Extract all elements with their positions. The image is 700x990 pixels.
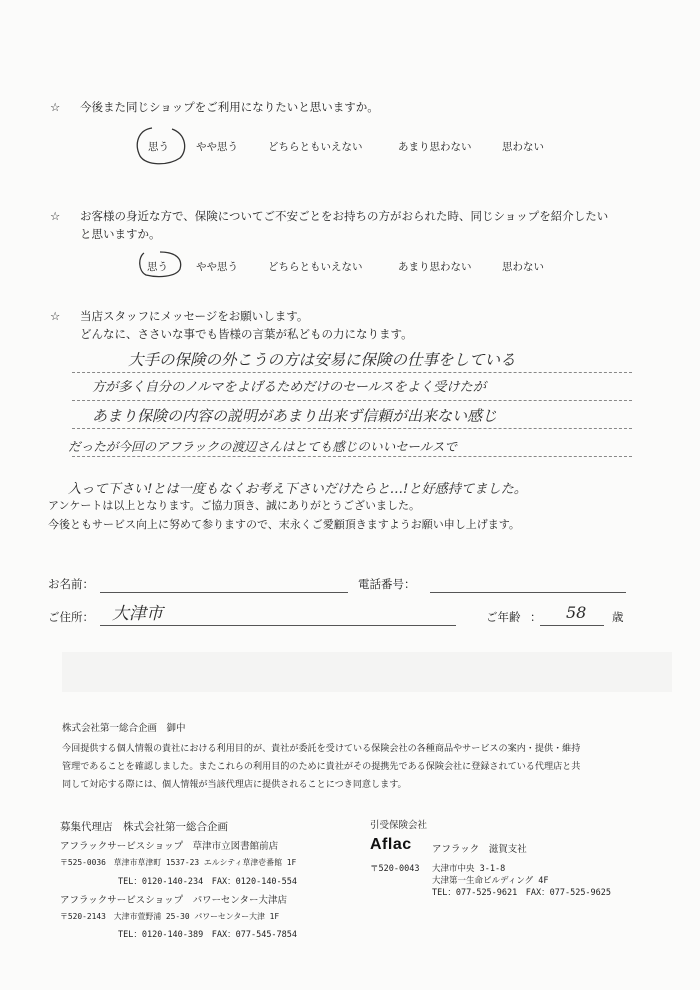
notice-line-1: 今回提供する個人情報の貴社における利用目的が、貴社が委託を受けている保険会社の各種商品やサービスの案内・提供・維持 [62, 744, 581, 754]
question-1-text: 今後また同じショップをご利用になりたいと思いますか。 [80, 100, 379, 114]
address-label: ご住所： [48, 610, 94, 624]
shop2-name: アフラックサービスショップ パワーセンター大津店 [60, 895, 288, 906]
q1-option-4[interactable]: あまり思わない [398, 141, 472, 153]
insurer-title: 引受保険会社 [370, 820, 428, 831]
insurer-address-2: 大津第一生命ビルディング 4F [432, 876, 549, 886]
q2-option-3[interactable]: どちらともいえない [268, 261, 363, 273]
question-3-text-line2: どんなに、ささいな事でも皆様の言葉が私どもの力になります。 [80, 327, 413, 341]
notice-line-3: 同して対応する際には、個人情報が当該代理店に提供されることにつき同意します。 [62, 780, 407, 790]
name-label: お名前： [48, 577, 94, 591]
insurer-address-1: 大津市中央 3-1-8 [432, 864, 506, 874]
name-field[interactable] [100, 592, 348, 593]
age-field[interactable] [540, 625, 604, 626]
q2-option-4[interactable]: あまり思わない [398, 261, 472, 273]
phone-label: 電話番号： [358, 577, 416, 591]
message-line-4: だったが今回のアフラックの渡辺さんはとても感じのいいセールスで [68, 439, 458, 454]
star-bullet: ☆ [50, 209, 61, 223]
age-unit: 歳 [612, 610, 624, 624]
shop1-tel: TEL：0120-140-234 FAX：0120-140-554 [118, 877, 298, 887]
q1-option-5[interactable]: 思わない [502, 141, 544, 153]
question-1 [50, 99, 379, 115]
q2-option-1[interactable]: 思う [147, 261, 168, 273]
blank-area [62, 652, 672, 692]
insurer-zip: 〒520-0043 [370, 864, 420, 874]
q2-selection-circle [136, 249, 184, 279]
question-3 [50, 308, 308, 324]
shop1-address: 〒525-0036 草津市草津町 1537-23 エルシティ草津壱番館 1F [60, 858, 297, 867]
closing-line-2: 今後ともサービス向上に努めて参りますので、末永くご愛顧頂きますようお願い申し上げます。 [48, 518, 520, 531]
message-line-1: 大手の保険の外こうの方は安易に保険の仕事をしている [128, 351, 516, 369]
age-colon: ： [530, 610, 542, 624]
shop2-tel: TEL：0120-140-389 FAX：077-545-7854 [118, 930, 298, 940]
q1-option-2[interactable]: やや思う [196, 141, 238, 153]
age-label: ご年齢 [486, 610, 521, 624]
phone-field[interactable] [430, 592, 626, 593]
message-line-3: あまり保険の内容の説明があまり出来ず信頼が出来ない感じ [92, 407, 498, 425]
q1-selection-circle [132, 124, 190, 168]
agency-title: 募集代理店 株式会社第一総合企画 [60, 821, 228, 833]
insurer-name: アフラック 滋賀支社 [432, 844, 527, 855]
question-2-text-line2: と思いますか。 [80, 227, 161, 241]
shop1-name: アフラックサービスショップ 草津市立図書館前店 [60, 841, 279, 852]
q2-option-5[interactable]: 思わない [502, 261, 544, 273]
question-3-text-line1: 当店スタッフにメッセージをお願いします。 [80, 309, 309, 323]
closing-line-1: アンケートは以上となります。ご協力頂き、誠にありがとうございました。 [48, 499, 421, 512]
star-bullet: ☆ [50, 100, 61, 114]
notice-company: 株式会社第一総合企画 御中 [62, 723, 186, 734]
insurer-tel: TEL：077-525-9621 FAX：077-525-9625 [432, 888, 612, 898]
star-bullet: ☆ [50, 309, 61, 323]
q1-option-1[interactable]: 思う [148, 141, 169, 153]
question-2 [50, 208, 608, 224]
age-value[interactable]: 58 [566, 603, 587, 622]
q1-option-3[interactable]: どちらともいえない [268, 141, 363, 153]
q2-option-2[interactable]: やや思う [196, 261, 238, 273]
message-line-5: 入って下さい!とは一度もなくお考え下さいだけたらと…!と好感持てました。 [68, 482, 527, 497]
address-value[interactable]: 大津市 [112, 604, 163, 624]
aflac-logo: Aflac [370, 836, 412, 853]
shop2-address: 〒520-2143 大津市萱野浦 25-30 パワーセンター大津 1F [60, 912, 280, 921]
address-field[interactable] [100, 625, 456, 626]
question-2-text-line1: お客様の身近な方で、保険についてご不安ごとをお持ちの方がおられた時、同じショップを紹介したい [80, 209, 609, 223]
message-line-2: 方が多く自分のノルマをよげるためだけのセールスをよく受けたが [92, 380, 486, 395]
notice-line-2: 管理であることを確認しました。またこれらの利用目的のために貴社がその提携先である保険会社に登録されている代理店と共 [62, 762, 581, 772]
